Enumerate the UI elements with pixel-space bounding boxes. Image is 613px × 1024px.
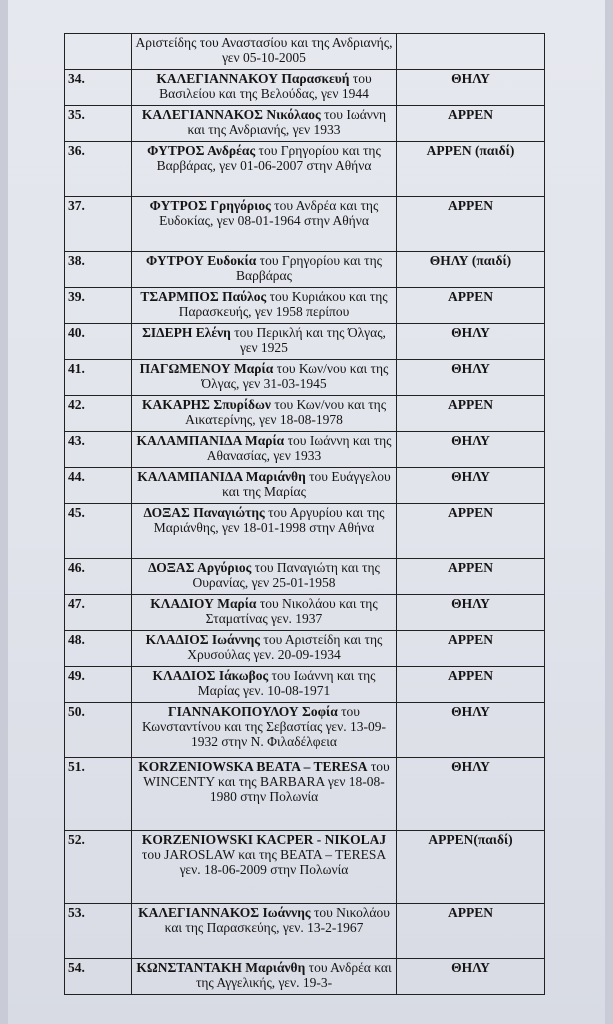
person-details: του Ιωάννη και της Αθανασίας, γεν 1933 <box>206 433 392 464</box>
sex-cell: ΘΗΛΥ (παιδί) <box>397 252 545 288</box>
person-cell <box>132 288 397 324</box>
sex-cell: ΘΗΛΥ <box>397 360 545 396</box>
register-table <box>64 33 545 995</box>
table-row <box>65 34 545 70</box>
person-cell <box>132 959 397 995</box>
person-name: ΠΑΓΩΜΕΝΟΥ Μαρία <box>139 361 274 376</box>
row-number: 50. <box>65 703 132 758</box>
row-number <box>65 34 132 70</box>
person-details: του Ευάγγελου και της Μαρίας <box>222 469 391 500</box>
sex-cell: ΘΗΛΥ <box>397 703 545 758</box>
register-table-body <box>65 34 545 995</box>
table-row <box>65 904 545 959</box>
sex-cell: ΑΡΡΕΝ <box>397 106 545 142</box>
person-details: του Ιωάννη και της Μαρίας γεν. 10-08-1971 <box>197 668 376 699</box>
row-number: 43. <box>65 432 132 468</box>
table-row <box>65 595 545 631</box>
table-row <box>65 396 545 432</box>
sex-cell <box>397 34 545 70</box>
person-details: του Κωνσταντίνου και της Σεβαστίας γεν. 13-09-1932 στην Ν. Φιλαδέλφεια <box>142 704 386 750</box>
person-name: KORZENIOWSKI KACPER - NIKOLAJ <box>141 832 387 847</box>
person-cell <box>132 197 397 252</box>
person-name: ΚΑΛΕΓΙΑΝΝΑΚΟΥ Παρασκευή <box>156 71 350 86</box>
person-cell <box>132 252 397 288</box>
person-cell <box>132 34 397 70</box>
table-row <box>65 631 545 667</box>
row-number: 37. <box>65 197 132 252</box>
row-number: 51. <box>65 758 132 831</box>
sex-cell: ΘΗΛΥ <box>397 959 545 995</box>
table-row <box>65 468 545 504</box>
row-number: 39. <box>65 288 132 324</box>
person-name: ΣΙΔΕΡΗ Ελένη <box>142 325 231 340</box>
row-number: 38. <box>65 252 132 288</box>
table-row <box>65 758 545 831</box>
sex-cell: ΑΡΡΕΝ <box>397 288 545 324</box>
sex-cell: ΑΡΡΕΝ <box>397 631 545 667</box>
sex-cell: ΘΗΛΥ <box>397 758 545 831</box>
sex-cell: ΑΡΡΕΝ(παιδί) <box>397 831 545 904</box>
person-cell <box>132 324 397 360</box>
sex-cell: ΘΗΛΥ <box>397 324 545 360</box>
table-row <box>65 324 545 360</box>
person-cell <box>132 703 397 758</box>
sex-cell: ΑΡΡΕΝ <box>397 667 545 703</box>
person-name: ΦΥΤΡΟΣ Γρηγόριος <box>149 198 271 213</box>
person-name: ΔΟΞΑΣ Αργύριος <box>148 560 252 575</box>
table-row <box>65 142 545 197</box>
person-name: ΦΥΤΡΟΥ Ευδοκία <box>146 253 257 268</box>
person-details: του Ανδρέα και της Αγγελικής, γεν. 19-3- <box>195 960 392 991</box>
table-row <box>65 70 545 106</box>
person-cell <box>132 904 397 959</box>
table-row <box>65 106 545 142</box>
person-cell <box>132 396 397 432</box>
row-number: 40. <box>65 324 132 360</box>
table-row <box>65 504 545 559</box>
row-number: 35. <box>65 106 132 142</box>
person-cell <box>132 432 397 468</box>
person-name: ΚΑΛΑΜΠΑΝΙΔΑ Μαρία <box>136 433 285 448</box>
person-cell <box>132 106 397 142</box>
person-name: KORZENIOWSKA BEATA – TERESA <box>138 759 368 774</box>
person-details: του Αργυρίου και της Μαριάνθης, γεν 18-01-1998 στην Αθήνα <box>153 505 385 536</box>
person-details: του Κυριάκου και της Παρασκευής, γεν 1958 περίπου <box>178 289 388 320</box>
sex-cell: ΑΡΡΕΝ (παιδί) <box>397 142 545 197</box>
person-details: του Νικολάου και της Σταματίνας γεν. 1937 <box>205 596 378 627</box>
document-page <box>8 0 605 1024</box>
table-row <box>65 703 545 758</box>
person-cell <box>132 758 397 831</box>
table-row <box>65 559 545 595</box>
person-name: ΚΑΚΑΡΗΣ Σπυρίδων <box>141 397 271 412</box>
person-details: του Περικλή και της Όλγας, γεν 1925 <box>230 325 386 356</box>
person-cell <box>132 631 397 667</box>
table-row <box>65 252 545 288</box>
table-row <box>65 432 545 468</box>
sex-cell: ΘΗΛΥ <box>397 595 545 631</box>
person-cell <box>132 468 397 504</box>
row-number: 53. <box>65 904 132 959</box>
sex-cell: ΘΗΛΥ <box>397 70 545 106</box>
table-row <box>65 288 545 324</box>
sex-cell: ΑΡΡΕΝ <box>397 559 545 595</box>
person-name: ΔΟΞΑΣ Παναγιώτης <box>143 505 265 520</box>
person-details: του Γρηγορίου και της Βαρβάρας <box>236 253 382 284</box>
sex-cell: ΑΡΡΕΝ <box>397 396 545 432</box>
person-cell <box>132 559 397 595</box>
table-row <box>65 667 545 703</box>
row-number: 36. <box>65 142 132 197</box>
row-number: 52. <box>65 831 132 904</box>
person-cell <box>132 360 397 396</box>
row-number: 34. <box>65 70 132 106</box>
person-name: ΓΙΑΝΝΑΚΟΠΟΥΛΟΥ Σοφία <box>168 704 338 719</box>
row-number: 41. <box>65 360 132 396</box>
person-cell <box>132 595 397 631</box>
person-name: ΤΣΑΡΜΠΟΣ Παύλος <box>140 289 267 304</box>
person-details: του Βασιλείου και της Βελούδας, γεν 1944 <box>159 71 372 102</box>
row-number: 45. <box>65 504 132 559</box>
row-number: 54. <box>65 959 132 995</box>
person-cell <box>132 70 397 106</box>
person-cell <box>132 142 397 197</box>
person-name: ΚΩΝΣΤΑΝΤΑΚΗ Μαριάνθη <box>136 960 306 975</box>
person-name: ΚΑΛΕΓΙΑΝΝΑΚΟΣ Ιωάννης <box>138 905 311 920</box>
person-name: ΚΛΑΔΙΟΣ Ιωάννης <box>145 632 261 647</box>
person-details: του JAROSLAW και της BEATA – TERESA γεν. 18-06-2009 στην Πολωνία <box>141 847 387 878</box>
person-name: ΚΑΛΕΓΙΑΝΝΑΚΟΣ Νικόλαος <box>141 107 321 122</box>
sex-cell: ΑΡΡΕΝ <box>397 197 545 252</box>
row-number: 42. <box>65 396 132 432</box>
sex-cell: ΘΗΛΥ <box>397 432 545 468</box>
row-number: 46. <box>65 559 132 595</box>
sex-cell: ΑΡΡΕΝ <box>397 904 545 959</box>
person-cell <box>132 667 397 703</box>
person-cell <box>132 504 397 559</box>
person-details: του Γρηγορίου και της Βαρβάρας, γεν 01-06-2007 στην Αθήνα <box>156 143 381 174</box>
row-number: 48. <box>65 631 132 667</box>
table-row <box>65 831 545 904</box>
person-details: του Ανδρέα και της Ευδοκίας, γεν 08-01-1964 στην Αθήνα <box>159 198 379 229</box>
person-name: ΚΑΛΑΜΠΑΝΙΔΑ Μαριάνθη <box>137 469 306 484</box>
table-row <box>65 197 545 252</box>
person-details: του Νικολάου και της Παρασκεύης, γεν. 13-2-1967 <box>164 905 390 936</box>
table-row <box>65 959 545 995</box>
person-details: του Παναγιώτη και της Ουρανίας, γεν 25-01-1958 <box>192 560 380 591</box>
person-name: ΚΛΑΔΙΟΥ Μαρία <box>150 596 257 611</box>
row-number: 47. <box>65 595 132 631</box>
sex-cell: ΘΗΛΥ <box>397 468 545 504</box>
person-details: του Κων/νου και της Όλγας, γεν 31-03-1945 <box>201 361 389 392</box>
person-details: του Ιωάννη και της Ανδριανής, γεν 1933 <box>187 107 387 138</box>
person-name: ΚΛΑΔΙΟΣ Ιάκωβος <box>152 668 269 683</box>
person-name: ΦΥΤΡΟΣ Ανδρέας <box>147 143 256 158</box>
person-cell <box>132 831 397 904</box>
person-details: Αριστείδης του Αναστασίου και της Ανδριανής, γεν 05-10-2005 <box>135 35 393 66</box>
person-details: του WINCENTY και της BARBARA γεν 18-08-1980 στην Πολωνία <box>143 759 390 805</box>
person-details: του Αριστείδη και της Χρυσούλας γεν. 20-09-1934 <box>187 632 383 663</box>
row-number: 44. <box>65 468 132 504</box>
row-number: 49. <box>65 667 132 703</box>
person-details: του Κων/νου και της Αικατερίνης, γεν 18-08-1978 <box>185 397 387 428</box>
sex-cell: ΑΡΡΕΝ <box>397 504 545 559</box>
table-row <box>65 360 545 396</box>
